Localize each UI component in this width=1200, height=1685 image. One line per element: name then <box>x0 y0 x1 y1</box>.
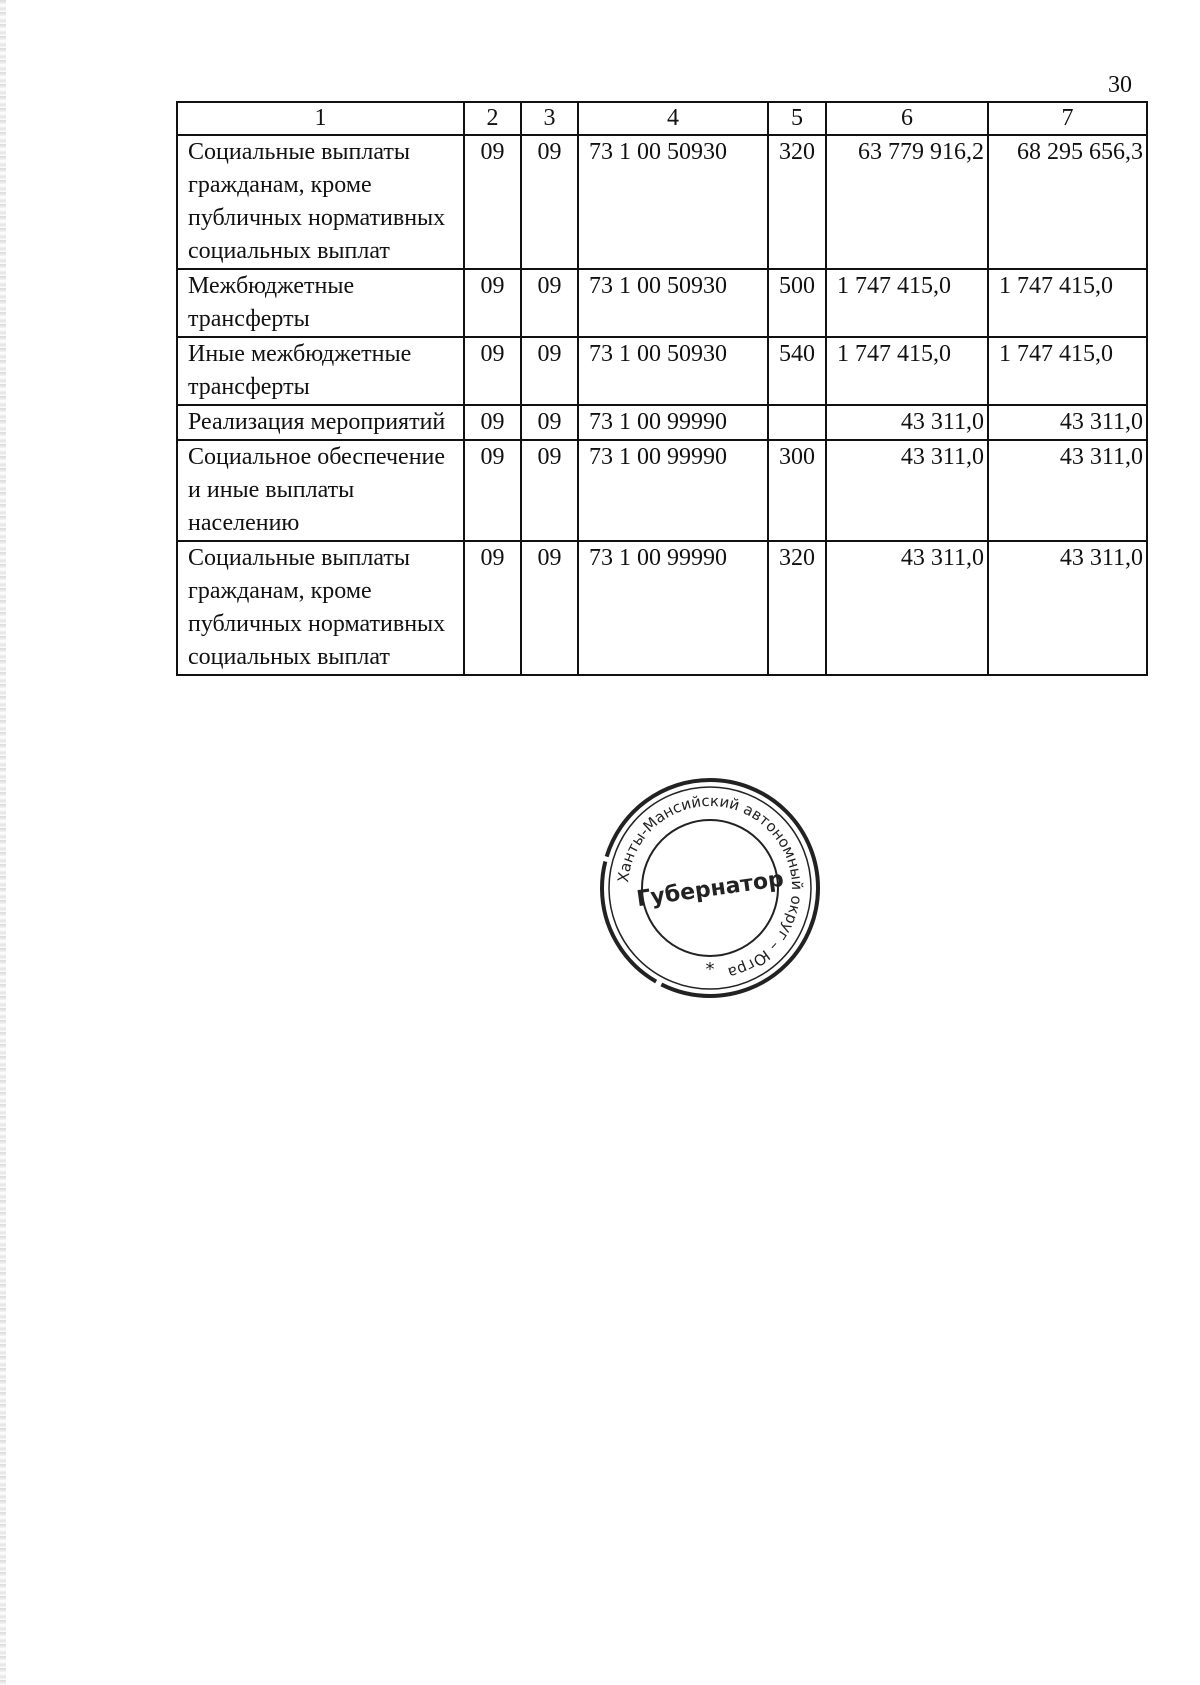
row-amount-6: 43 311,0 <box>826 405 988 440</box>
row-amount-7: 43 311,0 <box>988 405 1147 440</box>
table-row <box>177 337 1147 405</box>
row-amount-7: 43 311,0 <box>988 440 1147 541</box>
page-number: 30 <box>1108 72 1132 98</box>
row-amount-6: 63 779 916,2 <box>826 135 988 269</box>
header-col-6: 6 <box>826 102 988 135</box>
row-expense-type <box>768 405 826 440</box>
row-subsection: 09 <box>521 541 578 675</box>
row-target-code: 73 1 00 99990 <box>578 405 768 440</box>
table-row <box>177 405 1147 440</box>
row-amount-6: 1 747 415,0 <box>826 337 988 405</box>
row-target-code: 73 1 00 50930 <box>578 135 768 269</box>
scan-edge <box>0 0 6 1685</box>
row-section: 09 <box>464 135 521 269</box>
row-name: Межбюджетные трансферты <box>177 269 464 337</box>
table-row <box>177 135 1147 269</box>
row-subsection: 09 <box>521 440 578 541</box>
row-name: Социальные выплаты гражданам, кроме публичных нормативных социальных выплат <box>177 541 464 675</box>
header-col-2: 2 <box>464 102 521 135</box>
seal-ring-text: Ханты-Мансийский автономный округ – Югра <box>614 791 807 982</box>
row-amount-6: 43 311,0 <box>826 440 988 541</box>
row-expense-type: 540 <box>768 337 826 405</box>
row-section: 09 <box>464 405 521 440</box>
row-amount-6: 1 747 415,0 <box>826 269 988 337</box>
row-name: Социальное обеспечение и иные выплаты населению <box>177 440 464 541</box>
row-amount-6: 43 311,0 <box>826 541 988 675</box>
header-row <box>177 102 1147 135</box>
row-expense-type: 300 <box>768 440 826 541</box>
row-target-code: 73 1 00 99990 <box>578 541 768 675</box>
row-target-code: 73 1 00 99990 <box>578 440 768 541</box>
row-subsection: 09 <box>521 337 578 405</box>
governor-seal <box>597 775 823 1001</box>
table-row <box>177 440 1147 541</box>
row-section: 09 <box>464 269 521 337</box>
row-target-code: 73 1 00 50930 <box>578 337 768 405</box>
budget-table <box>176 101 1148 676</box>
table-row <box>177 541 1147 675</box>
row-name: Реализация мероприятий <box>177 405 464 440</box>
row-amount-7: 1 747 415,0 <box>988 269 1147 337</box>
row-expense-type: 320 <box>768 541 826 675</box>
header-col-5: 5 <box>768 102 826 135</box>
header-col-4: 4 <box>578 102 768 135</box>
row-name: Иные межбюджетные трансферты <box>177 337 464 405</box>
header-col-7: 7 <box>988 102 1147 135</box>
row-expense-type: 500 <box>768 269 826 337</box>
header-col-1: 1 <box>177 102 464 135</box>
seal-star: * <box>705 959 715 980</box>
row-subsection: 09 <box>521 405 578 440</box>
row-subsection: 09 <box>521 135 578 269</box>
table-row <box>177 269 1147 337</box>
row-section: 09 <box>464 337 521 405</box>
row-expense-type: 320 <box>768 135 826 269</box>
row-amount-7: 68 295 656,3 <box>988 135 1147 269</box>
row-section: 09 <box>464 541 521 675</box>
row-target-code: 73 1 00 50930 <box>578 269 768 337</box>
row-subsection: 09 <box>521 269 578 337</box>
row-amount-7: 1 747 415,0 <box>988 337 1147 405</box>
header-col-3: 3 <box>521 102 578 135</box>
seal-center-text: Губернатор <box>635 866 786 913</box>
row-name: Социальные выплаты гражданам, кроме публичных нормативных социальных выплат <box>177 135 464 269</box>
row-amount-7: 43 311,0 <box>988 541 1147 675</box>
row-section: 09 <box>464 440 521 541</box>
